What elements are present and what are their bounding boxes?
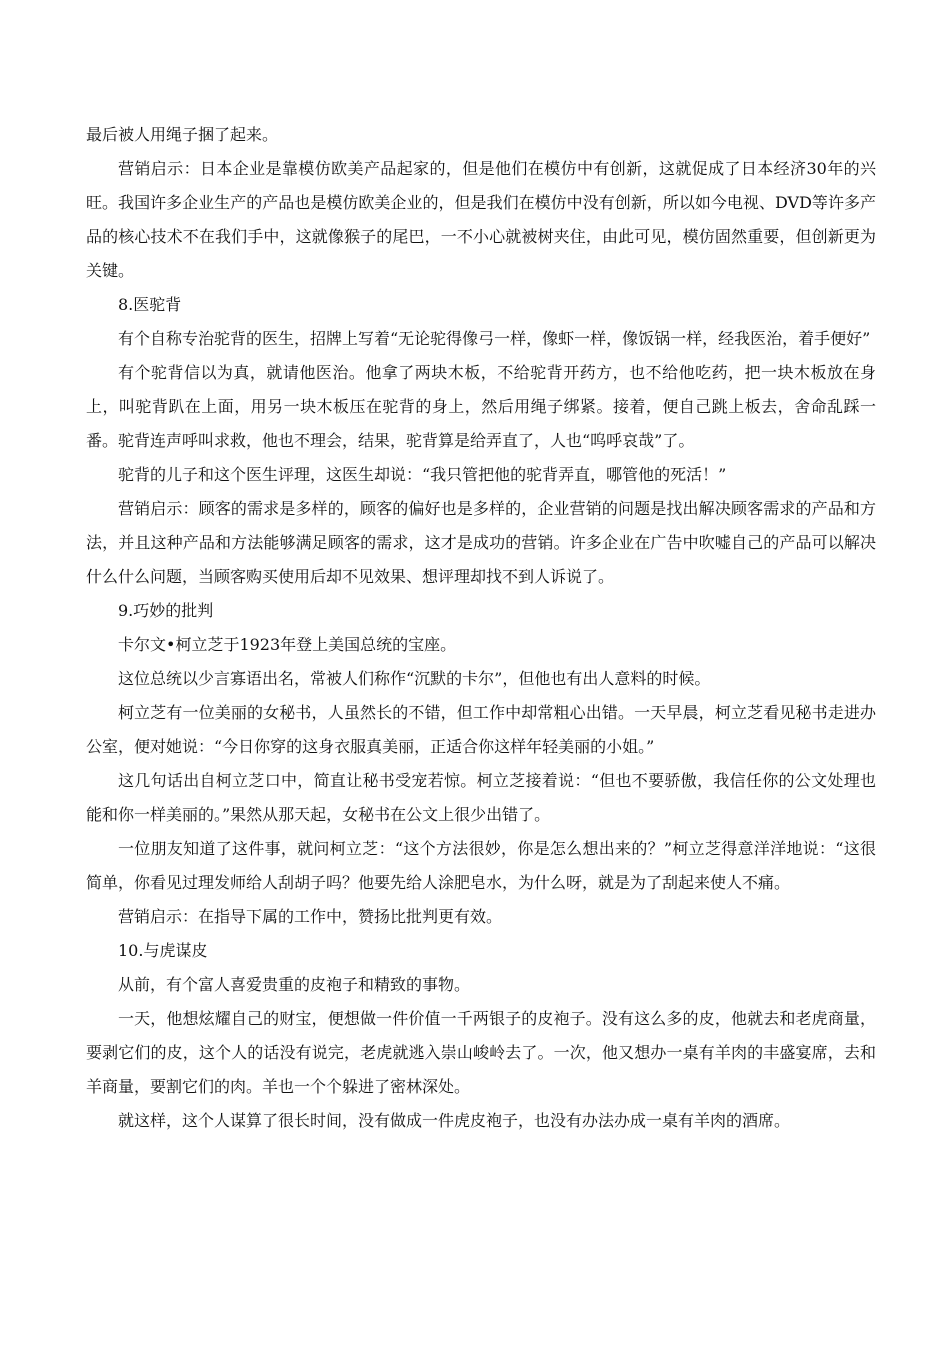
- section-heading: 10.与虎谋皮: [118, 941, 208, 960]
- section-heading: 9.巧妙的批判: [118, 601, 214, 620]
- paragraph: 有个驼背信以为真，就请他医治。他拿了两块木板，不给驼背开药方，也不给他吃药，把一块木板放在身上，叫驼背趴在上面，用另一块木板压在驼背的身上，然后用绳子绑紧。接着，便自己跳上板去，舍命乱踩一番。驼背连声呼叫求救，他也不理会，结果，驼背算是给弄直了，人也“呜呼哀哉”了。: [86, 363, 876, 450]
- document-body: [86, 118, 876, 1138]
- paragraph: 营销启示：在指导下属的工作中，赞扬比批判更有效。: [118, 907, 503, 926]
- paragraph: 驼背的儿子和这个医生评理，这医生却说：“我只管把他的驼背弄直，哪管他的死活！”: [118, 465, 727, 484]
- paragraph: 从前，有个富人喜爱贵重的皮袍子和精致的事物。: [118, 975, 471, 994]
- paragraph: 营销启示：日本企业是靠模仿欧美产品起家的，但是他们在模仿中有创新，这就促成了日本经济30年的兴旺。我国许多企业生产的产品也是模仿欧美企业的，但是我们在模仿中没有创新，所以如今电视、DVD等许多产品的核心技术不在我们手中，这就像猴子的尾巴，一不小心就被树夹住，由此可见，模仿固然重要，但创新更为关键。: [86, 159, 876, 280]
- paragraph: 就这样，这个人谋算了很长时间，没有做成一件虎皮袍子，也没有办法办成一桌有羊肉的酒席。: [118, 1111, 791, 1130]
- paragraph: 一天，他想炫耀自己的财宝，便想做一件价值一千两银子的皮袍子。没有这么多的皮，他就去和老虎商量，要剥它们的皮，这个人的话没有说完，老虎就逃入崇山峻岭去了。一次，他又想办一桌有羊肉的丰盛宴席，去和羊商量，要割它们的肉。羊也一个个躲进了密林深处。: [86, 1009, 876, 1096]
- paragraph: 这位总统以少言寡语出名，常被人们称作“沉默的卡尔”，但他也有出人意料的时候。: [118, 669, 711, 688]
- paragraph: 有个自称专治驼背的医生，招牌上写着“无论驼得像弓一样，像虾一样，像饭锅一样，经我医治，着手便好”: [118, 329, 871, 348]
- paragraph: 最后被人用绳子捆了起来。: [86, 125, 279, 144]
- paragraph: 柯立芝有一位美丽的女秘书，人虽然长的不错，但工作中却常粗心出错。一天早晨，柯立芝看见秘书走进办公室，便对她说：“今日你穿的这身衣服真美丽，正适合你这样年轻美丽的小姐。”: [86, 703, 876, 756]
- section-heading: 8.医驼背: [118, 295, 182, 314]
- paragraph: 这几句话出自柯立芝口中，简直让秘书受宠若惊。柯立芝接着说：“但也不要骄傲，我信任你的公文处理也能和你一样美丽的。”果然从那天起，女秘书在公文上很少出错了。: [86, 771, 876, 824]
- paragraph: 卡尔文•柯立芝于1923年登上美国总统的宝座。: [118, 635, 457, 654]
- paragraph: 一位朋友知道了这件事，就问柯立芝：“这个方法很妙，你是怎么想出来的？”柯立芝得意洋洋地说：“这很简单，你看见过理发师给人刮胡子吗？他要先给人涂肥皂水，为什么呀，就是为了刮起来使人不痛。: [86, 839, 876, 892]
- paragraph: 营销启示：顾客的需求是多样的，顾客的偏好也是多样的，企业营销的问题是找出解决顾客需求的产品和方法，并且这种产品和方法能够满足顾客的需求，这才是成功的营销。许多企业在广告中吹嘘自己的产品可以解决什么什么问题，当顾客购买使用后却不见效果、想评理却找不到人诉说了。: [86, 499, 876, 586]
